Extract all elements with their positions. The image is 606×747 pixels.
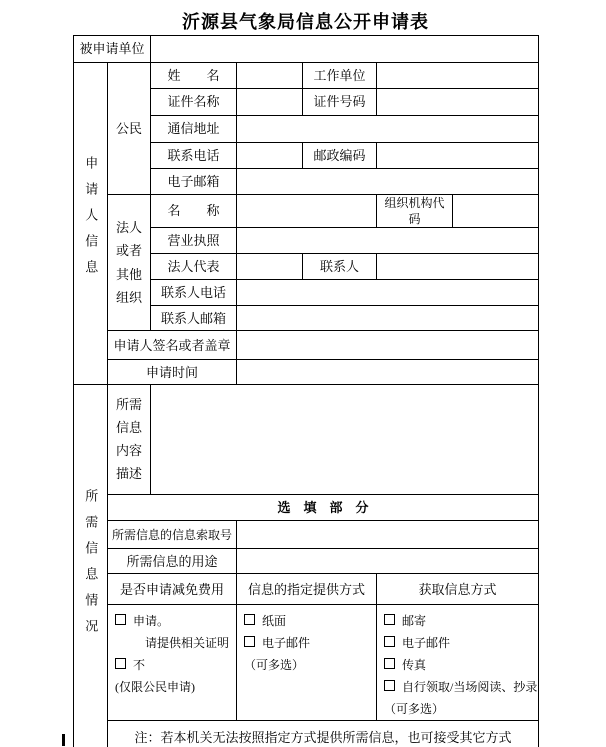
provide-method-multi-note	[244, 654, 374, 676]
citizen-cert-name-label: 证件名称	[151, 89, 237, 116]
citizen-postcode-value[interactable]	[377, 143, 539, 169]
citizen-phone-label: 联系电话	[151, 143, 237, 169]
org-license-label: 营业执照	[151, 228, 237, 254]
apply-time-value[interactable]	[237, 360, 539, 385]
citizen-work-unit-value[interactable]	[377, 63, 539, 89]
citizen-work-unit-label: 工作单位	[303, 63, 377, 89]
checkbox-icon[interactable]	[115, 658, 126, 669]
applicant-section-label: 申请人信息	[83, 156, 99, 287]
required-info-section-cell	[74, 385, 108, 747]
org-contact-email-label: 联系人邮箱	[151, 306, 237, 331]
option-label: 电子邮件	[262, 636, 311, 651]
provide-method-option-paper	[244, 610, 374, 632]
org-legal-rep-value[interactable]	[237, 254, 303, 280]
option-label: 申请。	[133, 614, 170, 629]
citizen-address-value[interactable]	[237, 116, 539, 143]
citizen-group-label: 公民	[108, 63, 151, 195]
optional-section-header: 选 填 部 分	[108, 495, 539, 521]
org-license-value[interactable]	[237, 228, 539, 254]
signature-label: 申请人签名或者盖章	[108, 331, 237, 360]
checkbox-icon[interactable]	[384, 614, 395, 625]
fee-waiver-options	[108, 605, 237, 721]
org-name-label: 名 称	[151, 195, 237, 228]
footer-note: 注：若本机关无法按照指定方式提供所需信息，也可接受其它方式	[108, 721, 539, 747]
text-cursor	[62, 734, 65, 746]
option-label: 自行领取/当场阅读、抄录	[402, 680, 538, 695]
form-title: 沂源县气象局信息公开申请表	[182, 12, 429, 32]
purpose-value[interactable]	[237, 549, 539, 574]
fee-waiver-header: 是否申请减免费用	[108, 574, 237, 605]
org-contact-phone-label: 联系人电话	[151, 280, 237, 306]
citizen-address-label: 通信地址	[151, 116, 237, 143]
obtain-method-option-email	[384, 632, 536, 654]
org-contact-email-value[interactable]	[237, 306, 539, 331]
citizen-phone-value[interactable]	[237, 143, 303, 169]
fee-waiver-option-apply	[115, 610, 234, 632]
org-contact-value[interactable]	[377, 254, 539, 280]
option-label: （可多选）	[244, 658, 305, 673]
option-label: 不	[133, 658, 146, 673]
checkbox-icon[interactable]	[115, 614, 126, 625]
citizen-cert-name-value[interactable]	[237, 89, 303, 116]
provide-method-header: 信息的指定提供方式	[237, 574, 377, 605]
fee-waiver-option-no	[115, 654, 234, 676]
description-value[interactable]	[151, 385, 539, 495]
option-label: 请提供相关证明	[145, 636, 230, 651]
fee-waiver-citizen-only-note	[115, 676, 234, 698]
applicant-section-cell	[74, 63, 108, 385]
requested-unit-label: 被申请单位	[74, 36, 151, 63]
signature-value[interactable]	[237, 331, 539, 360]
fee-waiver-evidence-note	[115, 632, 234, 654]
obtain-method-option-fax	[384, 654, 536, 676]
required-info-section-label: 所需信息情况	[83, 489, 99, 646]
citizen-name-label: 姓 名	[151, 63, 237, 89]
provide-method-options	[237, 605, 377, 721]
checkbox-icon[interactable]	[244, 614, 255, 625]
citizen-email-value[interactable]	[237, 169, 539, 195]
option-label: 传真	[402, 658, 427, 673]
requested-unit-value[interactable]	[151, 36, 539, 63]
option-label: 邮寄	[402, 614, 427, 629]
checkbox-icon[interactable]	[384, 636, 395, 647]
obtain-method-options	[377, 605, 539, 721]
org-code-label: 组织机构代码	[377, 195, 453, 228]
citizen-postcode-label: 邮政编码	[303, 143, 377, 169]
checkbox-icon[interactable]	[384, 680, 395, 691]
description-label: 所需信息内容描述	[108, 385, 151, 495]
obtain-method-multi-note	[384, 698, 536, 720]
citizen-cert-no-label: 证件号码	[303, 89, 377, 116]
option-label: (仅限公民申请)	[115, 680, 195, 695]
org-code-value[interactable]	[453, 195, 539, 228]
checkbox-icon[interactable]	[384, 658, 395, 669]
citizen-name-value[interactable]	[237, 63, 303, 89]
apply-time-label: 申请时间	[108, 360, 237, 385]
retrieval-no-label: 所需信息的信息索取号	[108, 521, 237, 549]
option-label: （可多选）	[384, 702, 445, 717]
citizen-email-label: 电子邮箱	[151, 169, 237, 195]
option-label: 电子邮件	[402, 636, 451, 651]
org-name-value[interactable]	[237, 195, 377, 228]
org-contact-phone-value[interactable]	[237, 280, 539, 306]
option-label: 纸面	[262, 614, 287, 629]
application-form	[73, 35, 539, 747]
citizen-cert-no-value[interactable]	[377, 89, 539, 116]
org-legal-rep-label: 法人代表	[151, 254, 237, 280]
obtain-method-option-mail	[384, 610, 536, 632]
provide-method-option-email	[244, 632, 374, 654]
purpose-label: 所需信息的用途	[108, 549, 237, 574]
checkbox-icon[interactable]	[244, 636, 255, 647]
obtain-method-option-pickup	[384, 676, 536, 698]
retrieval-no-value[interactable]	[237, 521, 539, 549]
org-contact-label: 联系人	[303, 254, 377, 280]
obtain-method-header: 获取信息方式	[377, 574, 539, 605]
organization-group-label: 法人或者其他组织	[108, 195, 151, 331]
